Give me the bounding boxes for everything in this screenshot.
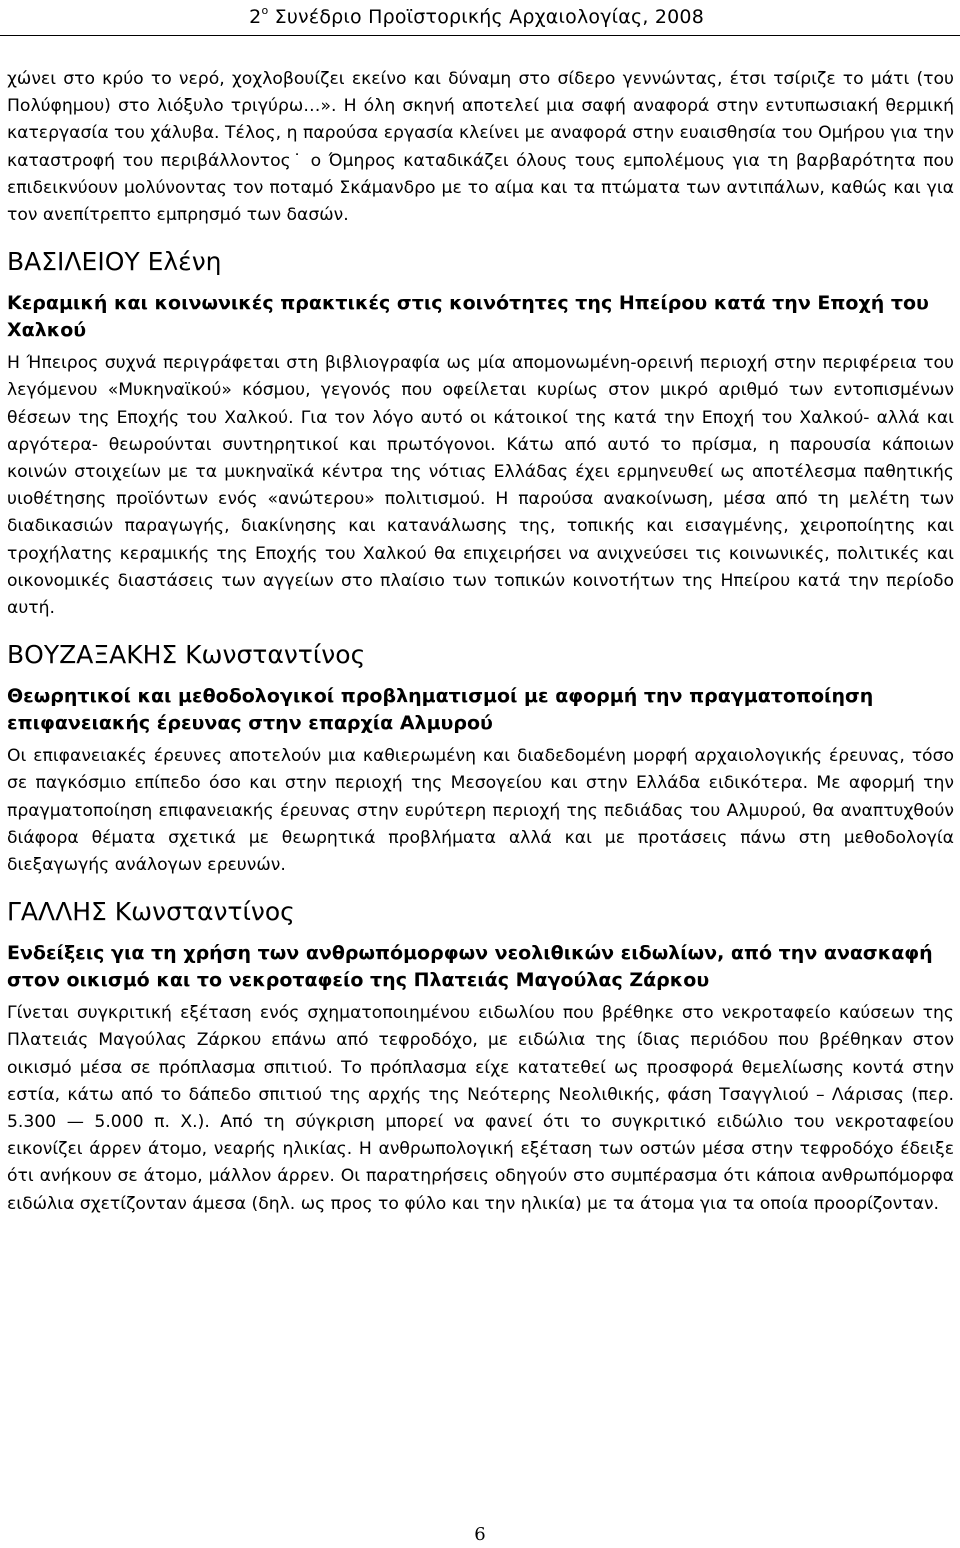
abstract-text: Γίνεται συγκριτική εξέταση ενός σχηματοποιημένου ειδωλίου που βρέθηκε στο νεκροταφείο καύσεων της Πλατειάς Μαγούλας Ζάρκου επάνω από τεφροδόχο, με ειδώλια της ίδιας περιόδου που βρέθηκαν στον οικισμό μέσα σε πρόπλασμα σπιτιού. Το πρόπλασμα είχε κατατεθεί ως προσφορά θεμελίωσης κοντά στην εστία, κάτω από το δάπεδο σπιτιού της αρχής της Νεότερης Νεολιθικής, φάση Τσαγγλιού – Λάρισας (περ. 5.300 — 5.000 π. Χ.). Από τη σύγκριση μπορεί να φανεί ότι το συγκριτικό ειδώλιο του νεκροταφείου εικονίζει άρρεν άτομο, νεαρής ηλικίας. Η ανθρωπολογική εξέταση των οστών μέσα στην τεφροδόχο έδειξε ότι ανήκουν σε άτομο, μάλλον άρρεν. Οι παρατηρήσεις οδηγούν στο συμπέρασμα ότι κάποια ανθρωπόμορφα ειδώλια σχετίζονταν άμεσα (δηλ. ως προς το φύλο και την ηλικία) με τα άτομα για τα οποία προορίζονταν. <box>7 1003 954 1214</box>
abstract-title: Θεωρητικοί και μεθοδολογικοί προβληματισμοί με αφορμή την πραγματοποίηση επιφανειακής έρευνας στην επαρχία Αλμυρού <box>7 685 874 735</box>
ordinal-suffix: ο <box>261 4 269 17</box>
abstract-title: Κεραμική και κοινωνικές πρακτικές στις κοινότητες της Ηπείρου κατά την Εποχή του Χαλκού <box>7 292 929 342</box>
abstract-text: Η Ήπειρος συχνά περιγράφεται στη βιβλιογραφία ως μία απομονωμένη-ορεινή περιοχή στην περιφέρεια του λεγόμενου «Μυκηναϊκού» κόσμου, γεγονός που οφείλεται κυρίως στον μικρό αριθμό των εντοπισμένων θέσεων της Εποχής του Χαλκού. Για τον λόγο αυτό οι κάτοικοί της κατά την Εποχή του Χαλκού- αλλά και αργότερα- θεωρούνται συντηρητικοί και πρωτόγονοι. Κάτω από αυτό το πρίσμα, η παρουσία κάποιων κοινών στοιχείων με τα μυκηναϊκά κέντρα της νότιας Ελλάδας έχει ερμηνευθεί ως αποτέλεσμα παθητικής υιοθέτησης προϊόντων ενός «ανώτερου» πολιτισμού. Η παρούσα ανακοίνωση, μέσα από τη μελέτη των διαδικασιών παραγωγής, διακίνησης και κατανάλωσης της, τοπικής και εισαγμένης, χειροποίητης και τροχήλατης κεραμικής της Εποχής του Χαλκού θα επιχειρήσει να ανιχνεύσει τις κοινωνικές, πολιτικές και οικονομικές διαστάσεις των αγγείων στο πλαίσιο των τοπικών κοινοτήτων της Ηπείρου κατά την περίοδο αυτή. <box>7 353 954 619</box>
intro-paragraph: χώνει στο κρύο το νερό, χοχλοβουίζει εκείνο και δύναμη στο σίδερο γεννώντας, έτσι τσίριζε το μάτι (του Πολύφημου) στο λιόξυλο τριγύρω…». Η όλη σκηνή αποτελεί μια σαφή αναφορά στην εντυπωσιακή θερμική κατεργασία του χάλυβα. Τέλος, η παρούσα εργασία κλείνει με αναφορά στην ευαισθησία του Ομήρου για την καταστροφή του περιβάλλοντος˙ ο Όμηρος καταδικάζει όλους τους εμπολέμους για τη βαρβαρότητα που επιδεικνύουν μολύνοντας τον ποταμό Σκάμανδρο με το αίμα και τα πτώματα των αντιπάλων, καθώς και για τον ανεπίτρεπτο εμπρησμό των δασών. <box>7 69 954 226</box>
abstract-author: ΒΟΥΖΑΞΑΚΗΣ Κωνσταντίνος <box>7 640 366 670</box>
page-header <box>0 0 960 34</box>
abstract-author: ΒΑΣΙΛΕΙΟΥ Ελένη <box>7 247 222 277</box>
conference-number: 2 <box>249 6 262 28</box>
abstract-entry <box>7 640 954 879</box>
abstract-text: Οι επιφανειακές έρευνες αποτελούν μια καθιερωμένη και διαδεδομένη μορφή αρχαιολογικής έρευνας, τόσο σε παγκόσμιο επίπεδο όσο και στην περιοχή της Μεσογείου και στην Ελλάδα ειδικότερα. Με αφορμή την πραγματοποίηση επιφανειακής έρευνας στην ευρύτερη περιοχή της πεδιάδας του Αλμυρού, θα αναπτυχθούν διάφορα θέματα σχετικά με θεωρητικά προβλήματα αλλά και με προτάσεις πάνω στη μεθοδολογία διεξαγωγής ανάλογων ερευνών. <box>7 746 954 876</box>
abstract-entry <box>7 897 954 1218</box>
abstract-entry <box>7 247 954 622</box>
abstract-author: ΓΑΛΛΗΣ Κωνσταντίνος <box>7 897 295 927</box>
header-divider <box>0 35 960 36</box>
conference-name: Συνέδριο Προϊστορικής Αρχαιολογίας, 2008 <box>268 6 704 28</box>
page-number: 6 <box>474 1524 486 1545</box>
running-header-title <box>249 4 704 28</box>
abstract-title: Ενδείξεις για τη χρήση των ανθρωπόμορφων νεολιθικών ειδωλίων, από την ανασκαφή στον οικισμό και το νεκροταφείο της Πλατειάς Μαγούλας Ζάρκου <box>7 942 933 992</box>
page-content <box>7 66 954 1218</box>
